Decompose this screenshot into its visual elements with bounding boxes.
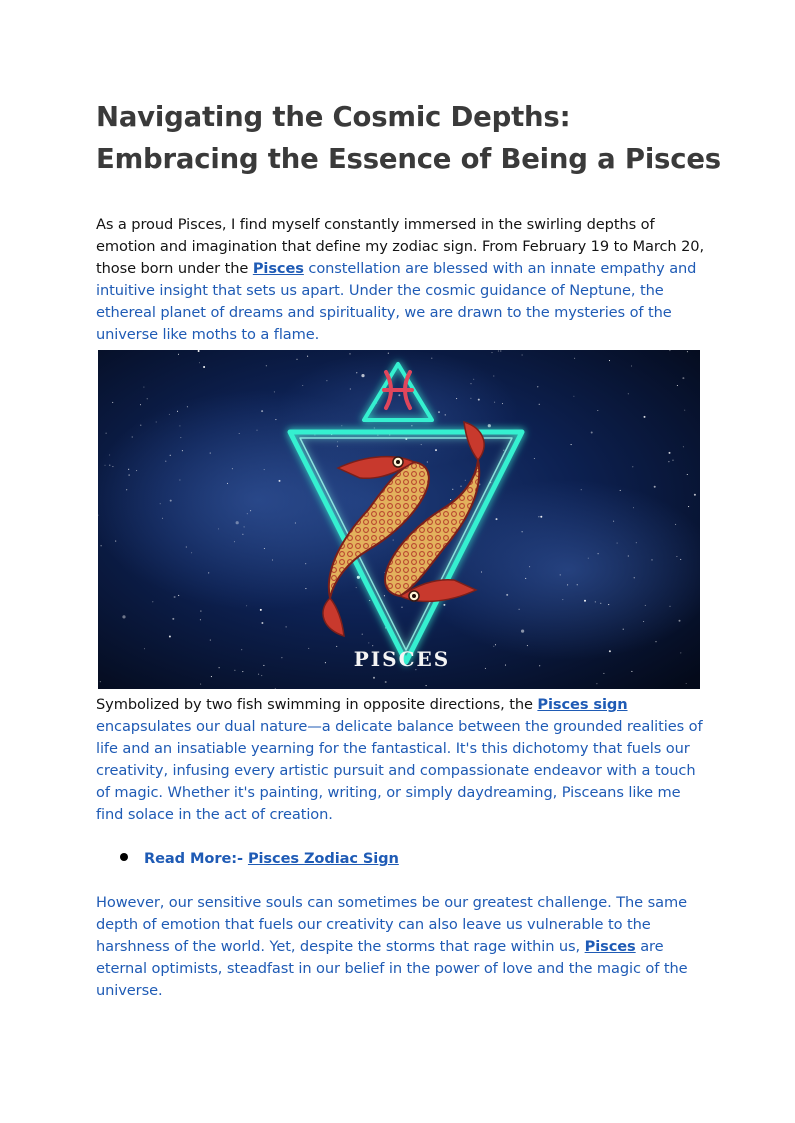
star [261,622,263,624]
star [493,646,494,647]
star [180,437,181,438]
star [208,572,209,573]
star [617,543,618,544]
star [494,402,495,403]
star [258,674,259,675]
star [427,461,428,462]
star [426,685,427,686]
star [496,518,498,520]
title-line-1: Navigating the Cosmic Depths: [96,101,571,133]
star [136,470,137,471]
star [669,350,670,351]
star [581,489,582,490]
star [643,621,644,622]
star [210,453,211,454]
star [609,650,611,652]
star [452,489,453,490]
star [308,648,309,649]
star [373,677,375,679]
pisces-link-1[interactable]: Pisces [252,260,304,277]
star [356,372,357,373]
star [644,416,646,418]
star [112,466,113,467]
star [341,425,342,426]
star [603,673,604,674]
star [628,555,629,556]
star [261,675,262,676]
star [654,486,656,488]
star [620,490,621,491]
star [470,398,471,399]
star [631,365,632,366]
star [495,644,496,645]
star [279,480,281,482]
star [632,466,633,467]
star [218,528,219,529]
star [143,387,144,388]
star [500,350,501,351]
star [377,435,378,436]
pisces-artwork [98,350,700,689]
intro-paragraph [96,214,706,346]
star [600,603,601,604]
star [140,404,141,405]
star [694,494,696,496]
star [210,640,211,641]
star [234,541,235,542]
challenge-paragraph [96,892,706,1002]
star [302,385,303,386]
star [104,465,105,466]
challenge-text-start: However, our sensitive souls can sometimes be our greatest challenge. The same depth of emotion that fuels our creativity can also leave us vulnerable to the harshness of the world. Yet, despite the storms that rage within us, [96,894,687,955]
star [522,531,523,532]
star [326,380,327,381]
star [491,352,492,353]
star [112,402,113,403]
star [187,406,188,407]
star [169,636,171,638]
star [686,683,687,684]
star [198,350,200,352]
star [401,607,402,608]
star [147,398,148,399]
star [314,434,315,435]
star [132,436,133,437]
star [398,394,400,396]
star [261,410,263,412]
star [679,620,681,622]
star [393,540,394,541]
star [567,584,568,585]
star [242,671,243,672]
star [266,365,267,366]
star [574,358,575,359]
star [669,452,671,454]
star [179,425,180,426]
star [275,419,276,420]
star [421,444,422,445]
star [337,446,338,447]
star [384,595,385,596]
star [281,657,282,658]
star [350,388,351,389]
star [349,353,350,354]
star [669,606,670,607]
star [325,662,326,663]
star [682,377,684,379]
symbol-text-end: encapsulates our dual nature—a delicate balance between the grounded realities of life and an insatiable yearning for the fantastical. It's this dichotomy that fuels our creativity, infusing every artistic pursuit and compassionate endeavor with a touch of magic. Whether it's painting, writing, or simply daydreaming, Pisceans like me find solace in the act of creation. [96,718,703,823]
star [465,480,466,481]
star [676,556,677,557]
star [385,681,387,683]
star [519,609,520,610]
star [598,553,599,554]
star [191,552,192,553]
star [521,630,524,633]
star [263,665,264,666]
intro-text-end: constellation are blessed with an innate empathy and intuitive insight that sets us apart. Under the cosmic guidance of Neptune, the ethereal planet of dreams and spirituality, we are drawn to the mysteries of the universe like moths to a flame. [96,260,697,343]
pisces-zodiac-illustration [98,350,700,689]
star [538,516,539,517]
star [200,619,201,620]
star [537,386,538,387]
star [162,518,163,519]
star [156,421,157,422]
star [529,566,530,567]
star [571,444,572,445]
star [473,379,474,380]
star [109,465,110,466]
pisces-caption: PISCES [353,647,451,671]
symbol-text-start: Symbolized by two fish swimming in opposite directions, the [96,696,538,713]
star [234,670,235,671]
star [172,618,174,620]
star [236,521,239,524]
star [623,629,624,630]
star [597,410,598,411]
star [485,668,486,669]
star [672,460,673,461]
star [488,424,491,427]
star [307,356,308,357]
star [305,588,306,589]
star [177,411,178,412]
star [584,600,586,602]
star [152,601,153,602]
pisces-zodiac-sign-link[interactable]: Pisces Zodiac Sign [247,850,399,867]
star [456,398,457,399]
star [144,648,145,649]
star [178,595,179,596]
star [250,510,251,511]
title-line-2: Embracing the Essence of Being a Pisces [96,143,721,175]
star [645,605,646,606]
star [361,374,364,377]
star [636,542,637,543]
star [170,455,171,456]
star [527,645,528,646]
star [608,604,609,605]
star [595,601,596,602]
star [631,671,632,672]
star [411,425,412,426]
star [684,410,685,411]
star [577,584,578,585]
star [588,558,589,559]
star [609,360,610,361]
star [129,475,130,476]
star [539,665,540,666]
star [286,626,287,627]
star [200,684,201,685]
read-more-list [120,848,399,870]
star [174,596,176,598]
star [591,432,593,434]
star [227,483,228,484]
star [272,559,273,560]
star [356,587,357,588]
star [295,522,296,523]
star [374,427,375,428]
star [368,642,369,643]
star [498,350,499,351]
star [264,548,265,549]
star [388,353,389,354]
star [274,391,275,392]
star [680,559,681,560]
star [200,611,201,612]
star [242,534,243,535]
star [534,458,535,459]
star [126,489,127,490]
star [256,430,257,431]
star [493,375,494,376]
star [560,574,561,575]
star [219,667,220,668]
pisces-sign-link[interactable]: Pisces sign [537,696,628,713]
star [247,513,248,514]
star [680,652,681,653]
star [613,521,614,522]
star [502,403,503,404]
star [539,404,540,405]
star [128,469,129,470]
star [165,461,166,462]
star [169,414,170,415]
star [336,646,337,647]
star [683,446,684,447]
star [140,425,141,426]
star [668,461,669,462]
star [435,449,437,451]
star [232,468,233,469]
star [337,441,338,442]
star [211,676,212,677]
star [203,366,205,368]
star [633,507,634,508]
star [470,383,471,384]
star [651,559,652,560]
star [241,649,242,650]
symbol-paragraph [96,694,706,826]
star [634,577,635,578]
star [443,604,445,606]
star [503,450,504,451]
star [431,358,432,359]
star [675,524,676,525]
star [109,454,110,455]
star [540,516,542,518]
star [450,499,451,500]
star [106,433,107,434]
star [687,474,688,475]
star [264,469,265,470]
star [160,503,161,504]
star [305,563,306,564]
star [179,479,180,480]
star [628,393,629,394]
star [122,615,125,618]
star [115,541,116,542]
star [369,600,370,601]
star [655,641,656,642]
star [677,385,678,386]
star [239,433,240,434]
star [178,354,179,355]
star [275,688,276,689]
star [506,594,508,596]
intro-text-start: As a proud Pisces, I find myself constantly immersed in the swirling depths of emotion and imagination that define my zodiac sign. From February 19 to March 20, those born under the [96,216,704,277]
star [562,599,563,600]
star [199,362,200,363]
star [101,545,102,546]
challenge-text-end: are eternal optimists, steadfast in our belief in the power of love and the magic of the universe. [96,938,688,999]
star [596,683,597,684]
star [246,605,247,606]
star [244,526,245,527]
article-title [96,96,721,180]
star [389,434,390,435]
star [478,399,480,401]
star [522,354,523,355]
star [100,681,101,682]
star [186,546,187,547]
star [688,506,689,507]
star [438,411,440,413]
star [525,578,526,579]
star [170,500,172,502]
star [362,634,363,635]
star [481,571,482,572]
pisces-link-2[interactable]: Pisces [584,938,636,955]
star [357,576,360,579]
star [260,609,262,611]
star [573,396,574,397]
star [296,359,297,360]
star [687,351,688,352]
star [460,486,461,487]
star [505,665,506,666]
star [182,450,183,451]
bullet-icon [120,853,128,861]
star [445,414,446,415]
read-more-label: Read More:- [144,850,248,867]
